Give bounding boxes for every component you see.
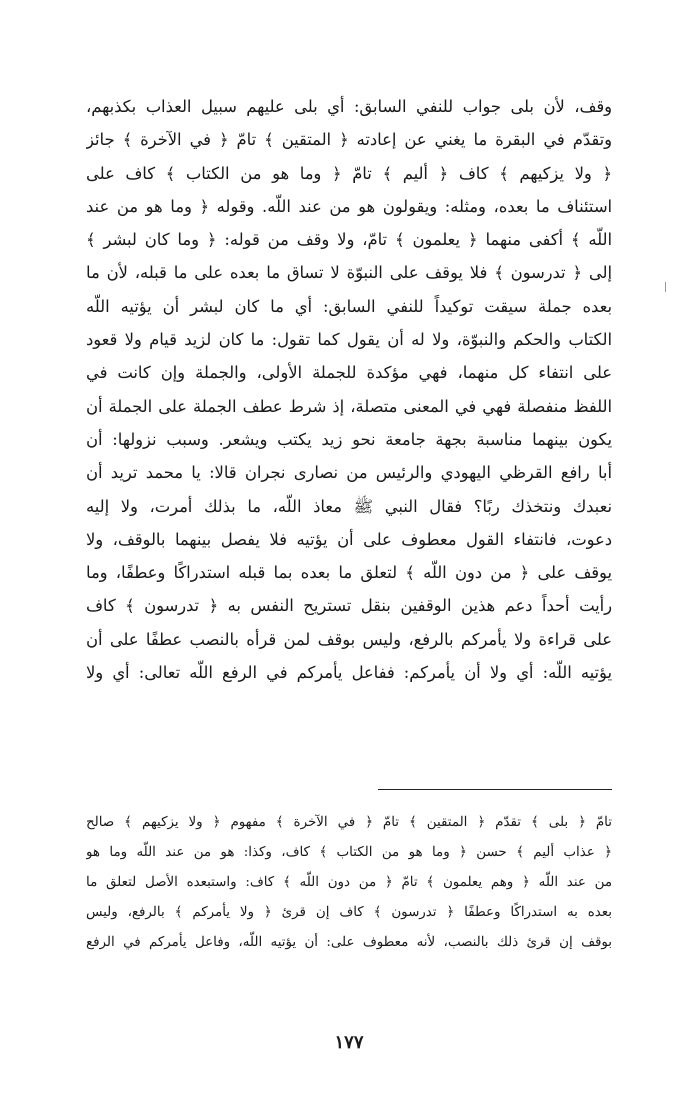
main-text-line: وتقدّم في البقرة ما يغني عن إعادته ﴿ المتقين ﴾ تامّ ﴿ في الآخرة ﴾ جائز [86,130,612,150]
main-text-line: اللّه ﴾ أكفى منهما ﴿ يعلمون ﴾ تامّ، ولا وقف من قوله: ﴿ وما كان لبشر ﴾ [86,230,612,250]
main-text-line: يوقف على ﴿ من دون اللّه ﴾ لتعلق ما بعده بما قبله استدراكًا وعطفًا، وما [86,563,612,583]
footnote-line: ﴿ عذاب أليم ﴾ حسن ﴿ وما هو من الكتاب ﴾ كاف، وكذا: هو من عند اللّه وما هو [86,845,612,860]
main-text-line: إلى ﴿ تدرسون ﴾ فلا يوقف على النبوّة لا تساق ما بعده على ما قبله، لأن ما [86,263,612,283]
main-text-line: أبا رافع القرظي اليهودي والرئيس من نصارى نجران قالا: يا محمد تريد أن [86,463,612,483]
main-text-line: استئناف ما بعده، ومثله: ويقولون هو من عند اللّه. وقوله ﴿ وما هو من عند [86,196,612,216]
margin-mark [665,282,666,292]
footnote-line: من عند اللّه ﴿ وهم يعلمون ﴾ تامّ ﴿ من دون اللّه ﴾ كاف: واستبعده الأصل لتعلق ما [86,875,612,890]
main-text-line: رأيت أحداً دعم هذين الوقفين بنقل تستريح النفس به ﴿ تدرسون ﴾ كاف [86,596,612,616]
footnote-line: تامّ ﴿ بلى ﴾ تقدّم ﴿ المتقين ﴾ تامّ ﴿ في الآخرة ﴾ مفهوم ﴿ ولا يزكيهم ﴾ صالح [86,815,612,830]
main-text-line: يكون بينهما مناسبة بجهة جامعة نحو زيد يكتب ويشعر. وسبب نزولها: أن [86,429,612,449]
page-number: ١٧٧ [334,1032,364,1053]
main-text-line: دعوت، فانتفاء القول معطوف على أن يؤتيه فلا يفصل بينهما بالوقف، ولا [86,529,612,549]
main-text-block [86,90,612,689]
main-text-line: على انتفاء كل منهما، فهي مؤكدة للجملة الأولى، والجملة وإن كانت في [86,363,612,383]
footnote-line: بعده به استدراكًا وعطفًا ﴿ تدرسون ﴾ كاف إن قرئ ﴿ ولا يأمركم ﴾ بالرفع، وليس [86,905,612,920]
main-text-line: الكتاب والحكم والنبوّة، ولا له أن يقول كما تقول: ما كان لزيد قيام ولا قعود [86,330,612,350]
footnote-separator [378,789,612,790]
main-text-line: بعده جملة سيقت توكيداً للنفي السابق: أي ما كان لبشر أن يؤتيه اللّه [86,296,612,316]
main-text-line: يؤتيه اللّه: أي ولا أن يأمركم: ففاعل يأمركم في الرفع اللّه تعالى: أي ولا [86,663,612,683]
main-text-line: على قراءة ولا يأمركم بالرفع، وليس بوقف لمن قرأه بالنصب عطفًا على أن [86,629,612,649]
main-text-line: نعبدك ونتخذك ربًا؟ فقال النبي ﷺ معاذ اللّه، ما بذلك أمرت، ولا إليه [86,496,612,516]
footnote-line: بوقف إن قرئ ذلك بالنصب، لأنه معطوف على: أن يؤتيه اللّه، وفاعل يأمركم في الرفع [86,935,612,950]
main-text-line: وقف، لأن بلى جواب للنفي السابق: أي بلى عليهم سبيل العذاب بكذبهم، [86,97,612,116]
main-text-line: اللفظ منفصلة فهي في المعنى متصلة، إذ شرط عطف الجملة على الجملة أن [86,396,612,416]
main-text-line: ﴿ ولا يزكيهم ﴾ كاف ﴿ أليم ﴾ تامّ ﴿ وما هو من الكتاب ﴾ كاف على [86,163,612,183]
footnote-block [86,808,612,958]
